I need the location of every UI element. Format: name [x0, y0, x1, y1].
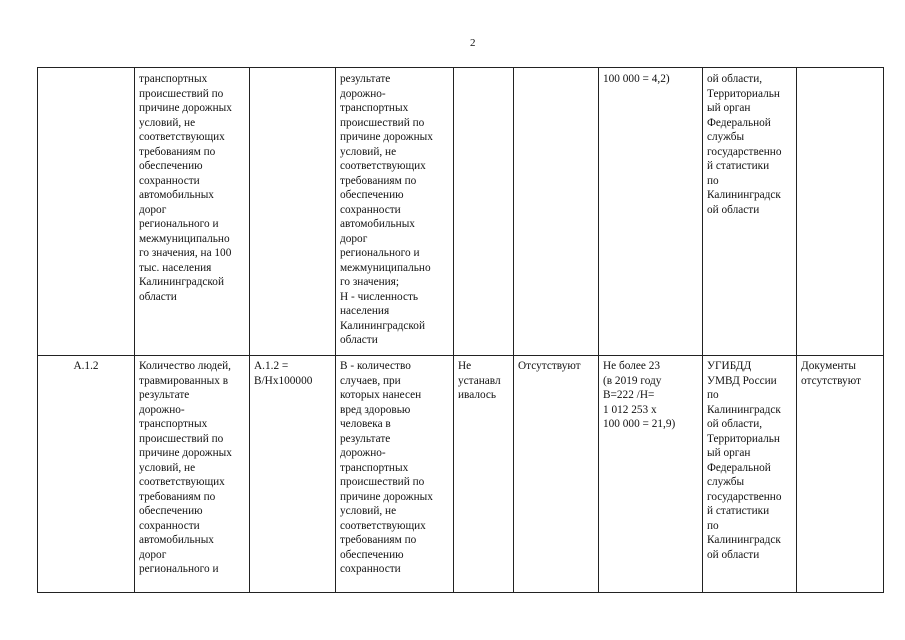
- absent-cell: [514, 68, 599, 356]
- documents-cell: Документы отсутствуют: [797, 356, 884, 593]
- indicator-code-cell: [38, 68, 135, 356]
- value-cell: 100 000 = 4,2): [599, 68, 703, 356]
- formula-cell: А.1.2 = В/Нх100000: [250, 356, 336, 593]
- established-cell: [454, 68, 514, 356]
- page-number: 2: [470, 37, 476, 49]
- table-row: [38, 68, 884, 356]
- established-cell: Не устанавл ивалось: [454, 356, 514, 593]
- absent-cell: Отсутствуют: [514, 356, 599, 593]
- indicator-code-cell: А.1.2: [38, 356, 135, 593]
- description-cell: результате дорожно- транспортных происшествий по причине дорожных условий, не соответствующих требованиям по обеспечению сохранности автомобильных дорог регионального и межмуниципально го значения; Н - численность населения Калининградской области: [336, 68, 454, 356]
- source-cell: ой области, Территориальн ый орган Федеральной службы государственно й статистики по Калининградск ой области: [703, 68, 797, 356]
- formula-cell: [250, 68, 336, 356]
- source-cell: УГИБДД УМВД России по Калининградск ой области, Территориальн ый орган Федеральной службы государственно й статистики по Калининградск ой области: [703, 356, 797, 593]
- indicators-table: [37, 67, 884, 593]
- description-cell: В - количество случаев, при которых нанесен вред здоровью человека в результате дорожно- транспортных происшествий по причине дорожных условий, не соответствующих требованиям по обеспечению сохранности: [336, 356, 454, 593]
- table-row: [38, 356, 884, 593]
- documents-cell: [797, 68, 884, 356]
- value-cell: Не более 23 (в 2019 году В=222 /Н= 1 012 253 х 100 000 = 21,9): [599, 356, 703, 593]
- indicator-name-cell: Количество людей, травмированных в результате дорожно- транспортных происшествий по причине дорожных условий, не соответствующих требованиям по обеспечению сохранности автомобильных дорог регионального и: [135, 356, 250, 593]
- indicator-name-cell: транспортных происшествий по причине дорожных условий, не соответствующих требованиям по обеспечению сохранности автомобильных дорог регионального и межмуниципально го значения, на 100 тыс. населения Калининградской области: [135, 68, 250, 356]
